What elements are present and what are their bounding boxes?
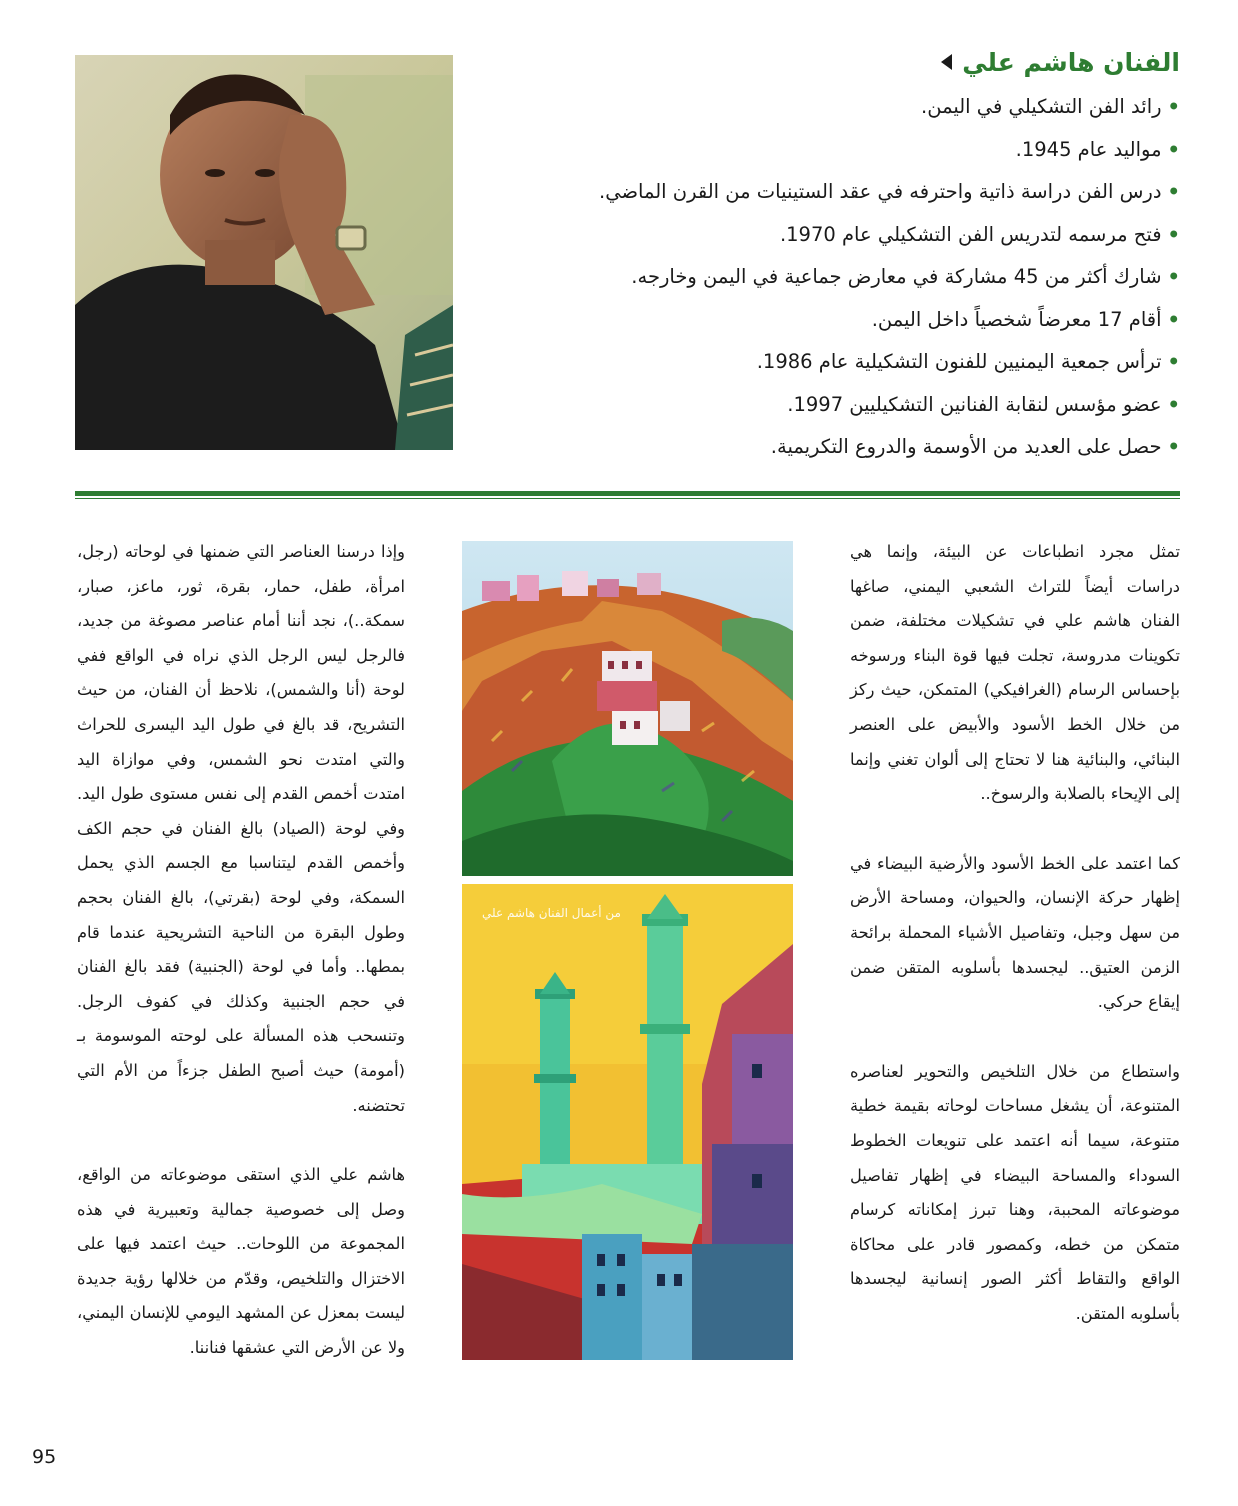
section-heading [941, 42, 1180, 82]
bullet-icon: • [1167, 392, 1180, 416]
list-item: •رائد الفن التشكيلي في اليمن. [921, 95, 1180, 118]
section-divider [75, 491, 1180, 496]
paragraph: كما اعتمد على الخط الأسود والأرضية البيضاء في إظهار حركة الإنسان، والحيوان، ومساحة الأرض من سهل وجبل، وتفاصيل الأشياء المحملة برائحة الزمن العتيق.. ليجسدها بأسلوبه المتقن ضمن إيقاع حركي. [850, 853, 1180, 1012]
bullet-icon: • [1167, 137, 1180, 161]
artist-facts-list [480, 86, 1180, 469]
artist-name-heading: الفنان هاشم علي [962, 47, 1180, 77]
list-item: •فتح مرسمه لتدريس الفن التشكيلي عام 1970. [779, 222, 1180, 246]
bullet-icon: • [1167, 265, 1180, 288]
list-item: •ترأس جمعية اليمنيين للفنون التشكيلية عام 1986. [756, 350, 1180, 373]
article-column-left [77, 535, 405, 1366]
bullet-icon: • [1167, 435, 1180, 458]
paragraph: تمثل مجرد انطباعات عن البيئة، وإنما هي دراسات أيضاً للتراث الشعبي اليمني، صاغها الفنان هاشم علي في تشكيلات مختلفة، ضمن تكوينات مدروسة، تجلت فيها قوة البناء ورسوخه بإحساس الرسام (الغرافيكي) المتمكن، حيث ركز من خلال الخط الأسود والأبيض على العنصر البنائي، والبنائية هنا لا تحتاج إلى ألوان تغني وإنما إلى الإيحاء بالصلابة والرسوخ.. [850, 542, 1180, 804]
bullet-icon: • [1167, 95, 1180, 118]
article-column-right [850, 535, 1180, 1331]
paragraph: هاشم علي الذي استقى موضوعاته من الواقع، وصل إلى خصوصية جمالية وتعبيرية في هذه المجموعة من اللوحات.. حيث اعتمد فيها على الاختزال والتلخيص، وقدّم من خلالها رؤية جديدة ليست بمعزل عن المشهد اليومي للإنسان اليمني، ولا عن الأرض التي عشقها فناننا. [77, 1165, 405, 1358]
artist-portrait-photo [75, 55, 453, 450]
paragraph: وإذا درسنا العناصر التي ضمنها في لوحاته (رجل، امرأة، طفل، حمار، بقرة، ثور، ماعز، صبار، سمكة..)، نجد أننا أمام عناصر مصوغة من جديد، فالرجل ليس الرجل الذي نراه في الواقع ففي لوحة (أنا والشمس)، نلاحظ أن الفنان، من حيث التشريح، قد بالغ في طول اليد اليسرى للحراث والتي امتدت نحو الشمس، وفي موازاة اليد امتدت أخمص القدم إلى نفس مستوى طول اليد. وفي لوحة (الصياد) بالغ الفنان في حجم الكف وأخمص القدم ليتناسبا مع الجسم الذي يحمل السمكة، وفي لوحة (بقرتي)، بالغ الفنان بحجم وطول البقرة من الناحية التشريحية عندما قام بمطها.. وأما في لوحة (الجنبية) فقد بالغ الفنان في حجم الجنبية وكذلك في كفوف الرجل. وتنسحب هذه المسألة على لوحته الموسومة بـ (أمومة) حيث أصبح الطفل جزءاً من الأم التي تحتضنه. [77, 542, 405, 1115]
paragraph: واستطاع من خلال التلخيص والتحوير لعناصره المتنوعة، أن يشغل مساحات لوحاته بقيمة خطية متنوعة، سيما أنه اعتمد على تنويعات الخطوط السوداء والمساحة البيضاء في إظهار تفاصيل موضوعاته المحببة، وهنا تبرز إمكاناته كرسام متمكن من خطه، وكمصور قادر على محاكاة الواقع والتقاط أكثر الصور إنسانية ليجسدها بأسلوبه المتقن. [850, 1061, 1180, 1323]
arrow-left-icon [941, 54, 952, 70]
list-item: •درس الفن دراسة ذاتية واحترفه في عقد الستينيات من القرن الماضي. [599, 180, 1180, 203]
bullet-icon: • [1167, 180, 1180, 203]
painting-hillside-village [462, 541, 793, 876]
list-item: •حصل على العديد من الأوسمة والدروع التكريمية. [770, 435, 1180, 458]
list-item: •مواليد عام 1945. [1015, 137, 1180, 161]
bullet-icon: • [1167, 307, 1180, 331]
bullet-icon: • [1167, 222, 1180, 246]
list-item: •شارك أكثر من 45 مشاركة في معارض جماعية في اليمن وخارجه. [631, 265, 1180, 288]
page-number: 95 [32, 1446, 57, 1468]
section-divider-thin [75, 498, 1180, 499]
painting-caption: من أعمال الفنان هاشم علي [482, 906, 621, 920]
list-item: •أقام 17 معرضاً شخصياً داخل اليمن. [871, 307, 1180, 331]
bullet-icon: • [1167, 350, 1180, 373]
painting-minarets [462, 884, 793, 1360]
list-item: •عضو مؤسس لنقابة الفنانين التشكيليين 1997. [787, 392, 1180, 416]
